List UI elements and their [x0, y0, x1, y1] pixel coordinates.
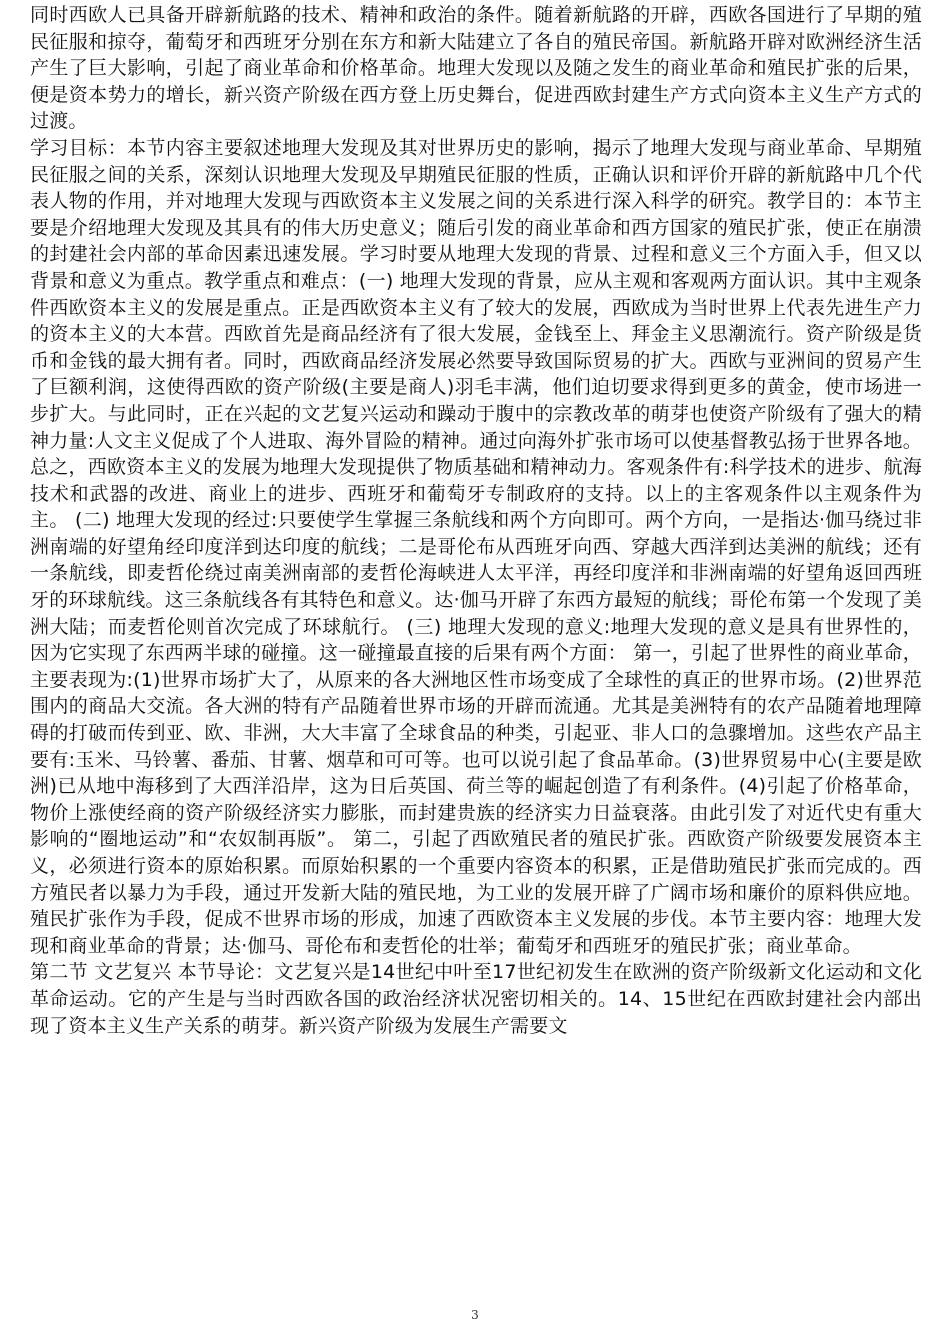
- document-page: [30, 2, 922, 1039]
- paragraph-learning-objectives: 学习目标：本节内容主要叙述地理大发现及其对世界历史的影响，揭示了地理大发现与商业革命、早期殖民征服之间的关系，深刻认识地理大发现及早期殖民征服的性质，正确认识和评价开辟的新航路中几个代表人物的作用，并对地理大发现与西欧资本主义发展之间的关系进行深入科学的研究。教学目的：本节主要是介绍地理大发现及其具有的伟大历史意义；随后引发的商业革命和西方国家的殖民扩张，使正在崩溃的封建社会内部的革命因素迅速发展。学习时要从地理大发现的背景、过程和意义三个方面入手，但又以背景和意义为重点。教学重点和难点：(一) 地理大发现的背景，应从主观和客观两方面认识。其中主观条件西欧资本主义的发展是重点。正是西欧资本主义有了较大的发展，西欧成为当时世界上代表先进生产力的资本主义的大本营。西欧首先是商品经济有了很大发展，金钱至上、拜金主义思潮流行。资产阶级是货币和金钱的最大拥有者。同时，西欧商品经济发展必然要导致国际贸易的扩大。西欧与亚洲间的贸易产生了巨额利润，这使得西欧的资产阶级(主要是商人)羽毛丰满，他们迫切要求得到更多的黄金，使市场进一步扩大。与此同时，正在兴起的文艺复兴运动和躁动于腹中的宗教改革的萌芽也使资产阶级有了强大的精神力量:人文主义促成了个人进取、海外冒险的精神。通过向海外扩张市场可以使基督教弘扬于世界各地。总之，西欧资本主义的发展为地理大发现提供了物质基础和精神动力。客观条件有:科学技术的进步、航海技术和武器的改进、商业上的进步、西班牙和葡萄牙专制政府的支持。以上的主客观条件以主观条件为主。 (二) 地理大发现的经过:只要使学生掌握三条航线和两个方向即可。两个方向，一是指达·伽马绕过非洲南端的好望角经印度洋到达印度的航线；二是哥伦布从西班牙向西、穿越大西洋到达美洲的航线；还有一条航线，即麦哲伦绕过南美洲南部的麦哲伦海峡进人太平洋，再经印度洋和非洲南端的好望角返回西班牙的环球航线。这三条航线各有其特色和意义。达·伽马开辟了东西方最短的航线；哥伦布第一个发现了美洲大陆；而麦哲伦则首次完成了环球航行。 (三) 地理大发现的意义:地理大发现的意义是具有世界性的，因为它实现了东西两半球的碰撞。这一碰撞最直接的后果有两个方面： 第一，引起了世界性的商业革命，主要表现为:(1)世界市场扩大了，从原来的各大洲地区性市场变成了全球性的真正的世界市场。(2)世界范围内的商品大交流。各大洲的特有产品随着世界市场的开辟而流通。尤其是美洲特有的农产品随着地理障碍的打破而传到亚、欧、非洲，大大丰富了全球食品的种类，引起亚、非人口的急骤增加。这些农产品主要有:玉米、马铃薯、番茄、甘薯、烟草和可可等。也可以说引起了食品革命。(3)世界贸易中心(主要是欧洲)已从地中海移到了大西洋沿岸，这为日后英国、荷兰等的崛起创造了有利条件。(4)引起了价格革命，物价上涨使经商的资产阶级经济实力膨胀，而封建贵族的经济实力日益衰落。由此引发了对近代史有重大影响的“圈地运动”和“农奴制再版”。 第二，引起了西欧殖民者的殖民扩张。西欧资产阶级要发展资本主义，必须进行资本的原始积累。而原始积累的一个重要内容资本的积累，正是借助殖民扩张而完成的。西方殖民者以暴力为手段，通过开发新大陆的殖民地，为工业的发展开辟了广阔市场和廉价的原料供应地。殖民扩张作为手段，促成不世界市场的形成，加速了西欧资本主义发展的步伐。本节主要内容：地理大发现和商业革命的背景；达·伽马、哥伦布和麦哲伦的壮举；葡萄牙和西班牙的殖民扩张；商业革命。: [30, 136, 922, 957]
- paragraph-section-two: 第二节 文艺复兴 本节导论：文艺复兴是14世纪中叶至17世纪初发生在欧洲的资产阶级新文化运动和文化革命运动。它的产生是与当时西欧各国的政治经济状况密切相关的。14、15世纪在西欧封建社会内部出现了资本主义生产关系的萌芽。新兴资产阶级为发展生产需要文: [30, 961, 922, 1037]
- paragraph-intro: 同时西欧人已具备开辟新航路的技术、精神和政治的条件。随着新航路的开辟，西欧各国进行了早期的殖民征服和掠夺，葡萄牙和西班牙分别在东方和新大陆建立了各自的殖民帝国。新航路开辟对欧洲经济生活产生了巨大影响，引起了商业革命和价格革命。地理大发现以及随之发生的商业革命和殖民扩张的后果，便是资本势力的增长，新兴资产阶级在西方登上历史舞台，促进西欧封建生产方式向资本主义生产方式的过渡。: [30, 4, 922, 133]
- page-number: 3: [471, 1308, 479, 1322]
